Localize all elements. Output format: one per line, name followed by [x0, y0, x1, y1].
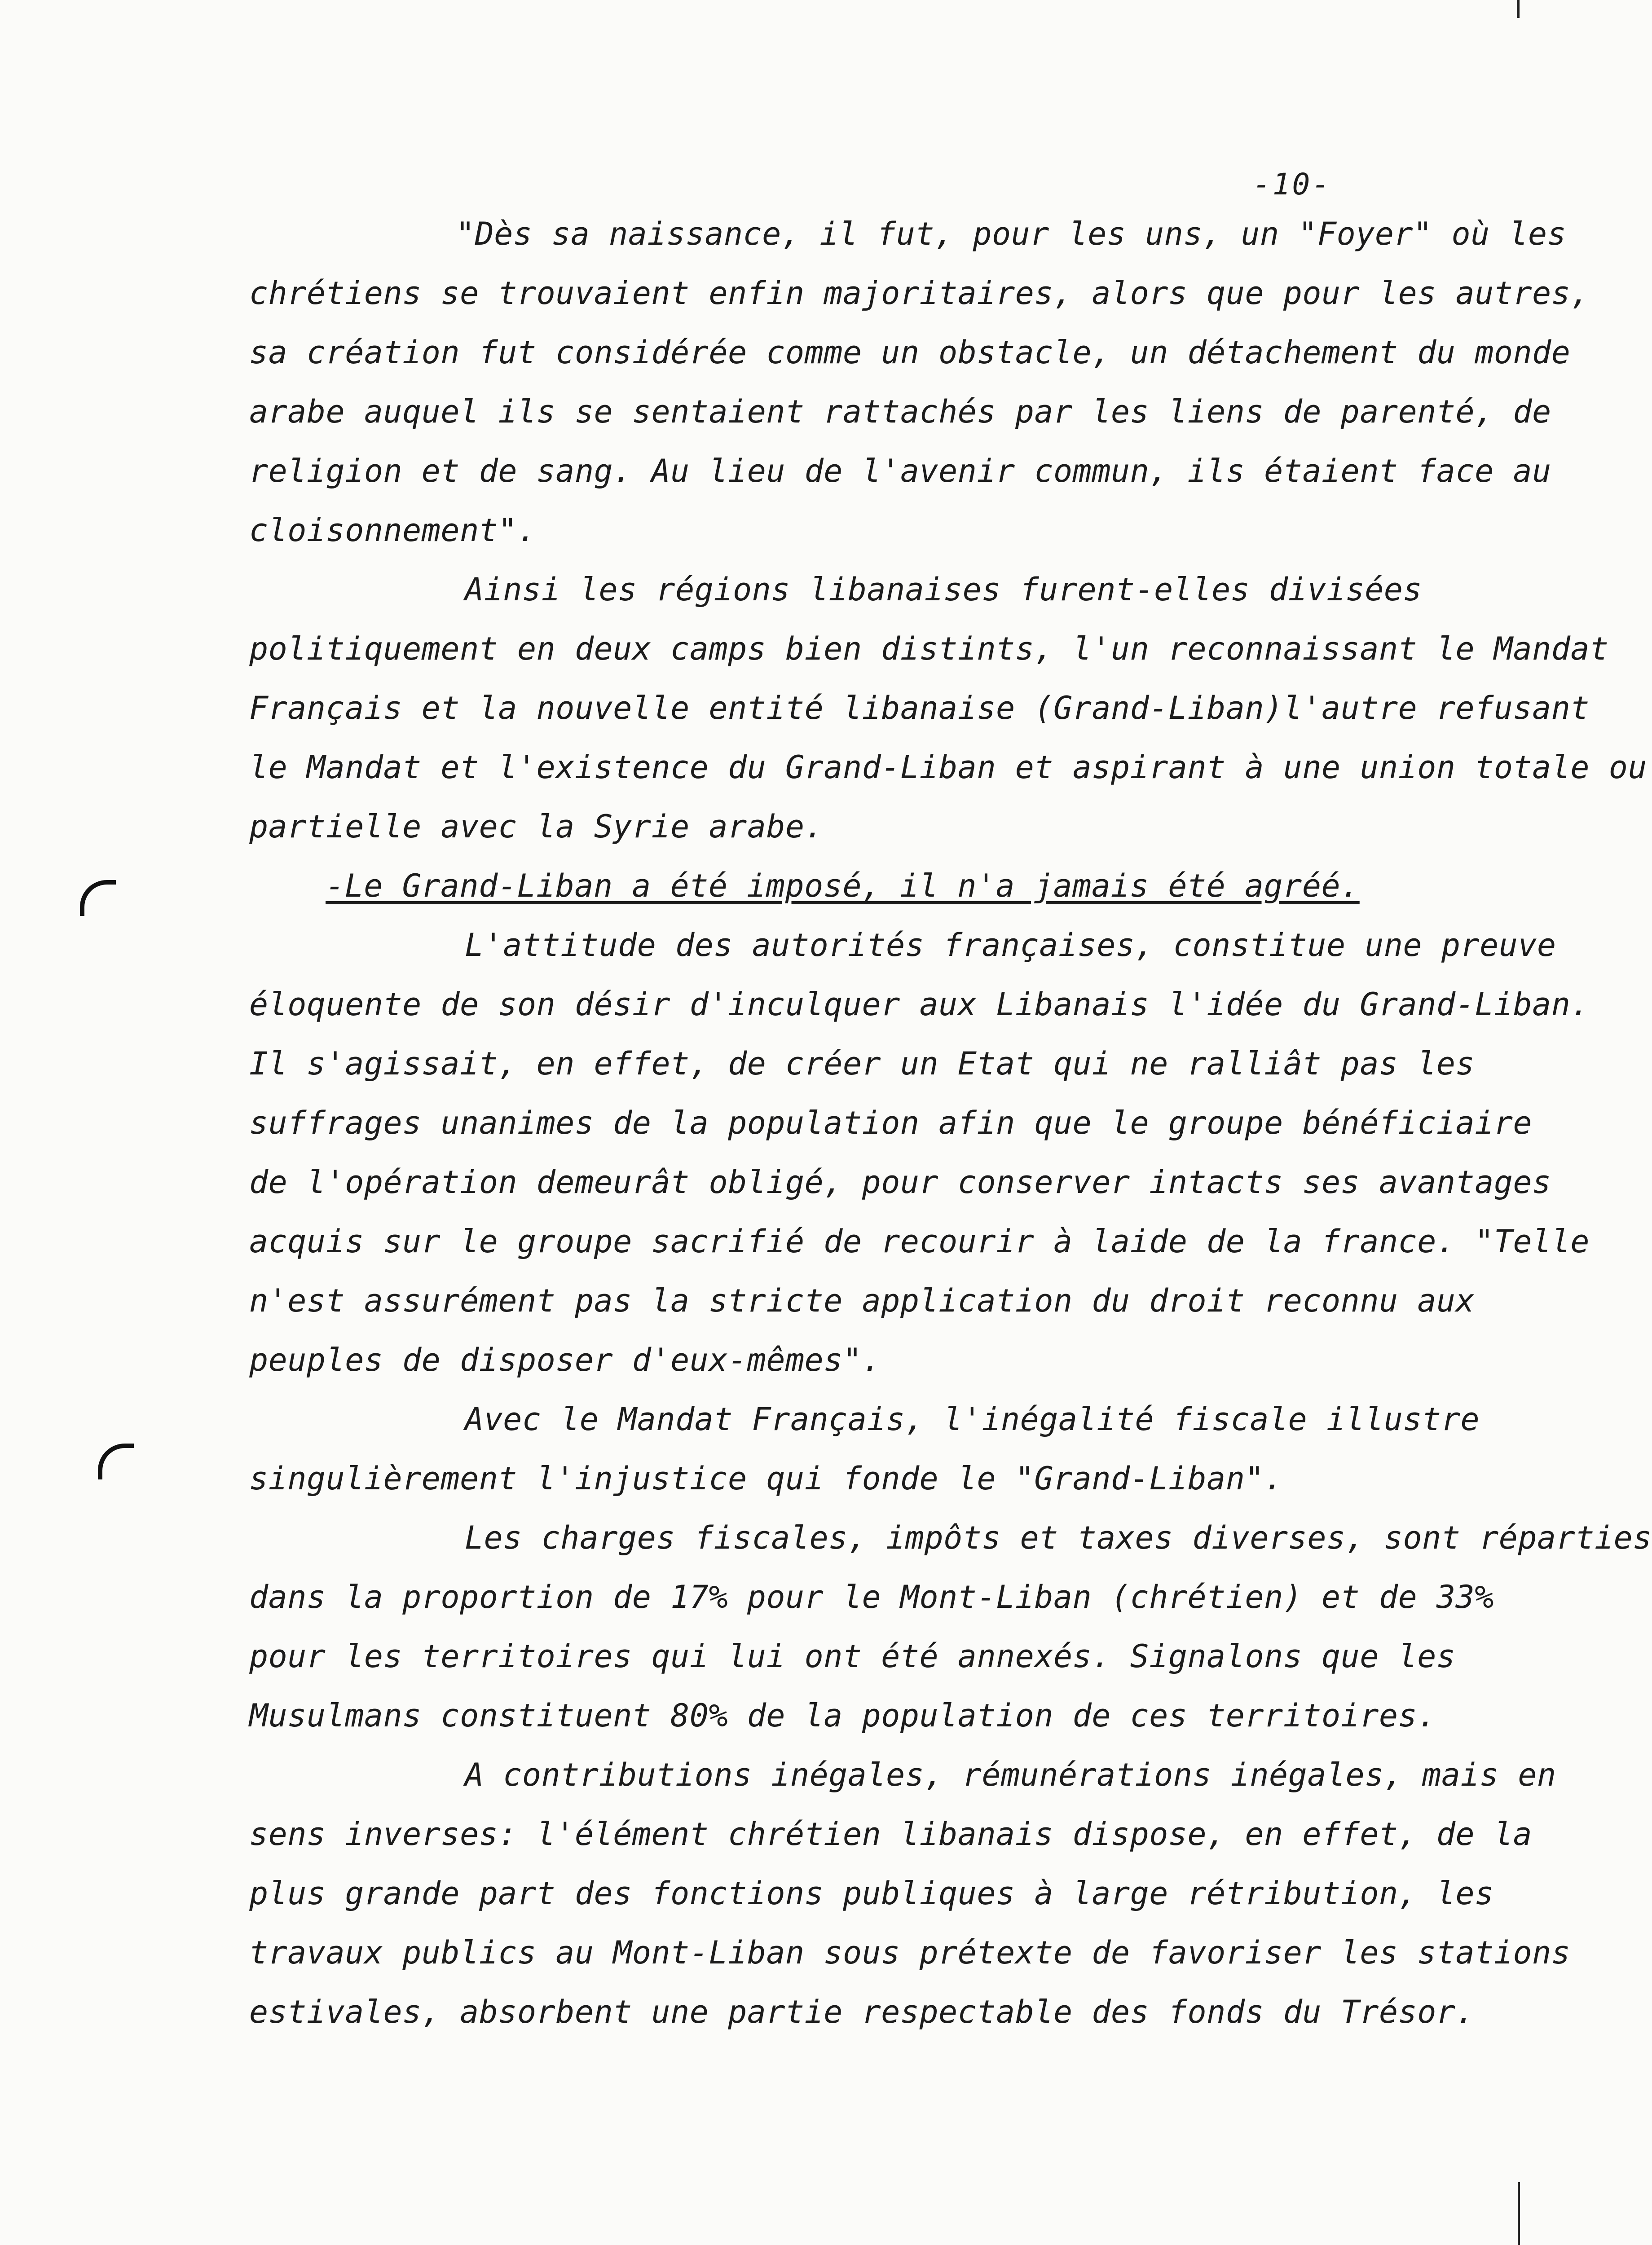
- text-line: acquis sur le groupe sacrifié de recourir à laide de la france. "Telle: [249, 1223, 1590, 1260]
- text-line: sa création fut considérée comme un obstacle, un détachement du monde: [249, 334, 1571, 371]
- text-line: Les charges fiscales, impôts et taxes diverses, sont réparties: [465, 1519, 1652, 1556]
- text-line: arabe auquel ils se sentaient rattachés par les liens de parenté, de: [249, 393, 1551, 430]
- text-line: sens inverses: l'élément chrétien libanais dispose, en effet, de la: [249, 1816, 1533, 1853]
- text-line: religion et de sang. Au lieu de l'avenir commun, ils étaient face au: [249, 453, 1551, 489]
- text-line: Français et la nouvelle entité libanaise (Grand-Liban)l'autre refusant: [249, 690, 1590, 726]
- text-line: A contributions inégales, rémunérations inégales, mais en: [465, 1756, 1556, 1793]
- text-line: Il s'agissait, en effet, de créer un Etat qui ne ralliât pas les: [249, 1045, 1475, 1082]
- text-line: cloisonnement".: [249, 512, 537, 549]
- text-line: dans la proportion de 17% pour le Mont-Liban (chrétien) et de 33%: [249, 1579, 1494, 1616]
- page-number: -10-: [1253, 167, 1331, 202]
- text-line: suffrages unanimes de la population afin que le groupe bénéficiaire: [249, 1105, 1533, 1141]
- text-line: n'est assurément pas la stricte application du droit reconnu aux: [249, 1282, 1475, 1319]
- text-line: Avec le Mandat Français, l'inégalité fiscale illustre: [465, 1401, 1480, 1438]
- text-line: singulièrement l'injustice qui fonde le "Grand-Liban".: [249, 1460, 1283, 1497]
- text-line: politiquement en deux camps bien distints, l'un reconnaissant le Mandat: [249, 630, 1609, 667]
- text-line: peuples de disposer d'eux-mêmes".: [249, 1342, 881, 1378]
- section-heading: -Le Grand-Liban a été imposé, il n'a jamais été agréé.: [326, 867, 1360, 904]
- text-line: plus grande part des fonctions publiques à large rétribution, les: [249, 1875, 1494, 1912]
- text-line: de l'opération demeurât obligé, pour conserver intacts ses avantages: [249, 1164, 1551, 1201]
- text-line: Ainsi les régions libanaises furent-elles divisées: [465, 571, 1423, 608]
- text-line: "Dès sa naissance, il fut, pour les uns, un "Foyer" où les: [456, 216, 1567, 252]
- edge-mark: [1518, 2182, 1520, 2245]
- text-line: partielle avec la Syrie arabe.: [249, 808, 824, 845]
- text-line: travaux publics au Mont-Liban sous prétexte de favoriser les stations: [249, 1934, 1571, 1971]
- text-line: estivales, absorbent une partie respectable des fonds du Trésor.: [249, 1994, 1475, 2030]
- text-line: chrétiens se trouvaient enfin majoritaires, alors que pour les autres,: [249, 275, 1590, 312]
- text-line: pour les territoires qui lui ont été annexés. Signalons que les: [249, 1638, 1456, 1675]
- text-line: Musulmans constituent 80% de la population de ces territoires.: [249, 1697, 1436, 1734]
- text-line: éloquente de son désir d'inculquer aux Libanais l'idée du Grand-Liban.: [249, 986, 1590, 1023]
- edge-mark: [1517, 0, 1520, 18]
- margin-mark: [98, 1444, 134, 1479]
- text-line: le Mandat et l'existence du Grand-Liban et aspirant à une union totale ou: [249, 749, 1647, 786]
- text-line: L'attitude des autorités françaises, constitue une preuve: [465, 927, 1556, 964]
- margin-mark: [80, 880, 116, 916]
